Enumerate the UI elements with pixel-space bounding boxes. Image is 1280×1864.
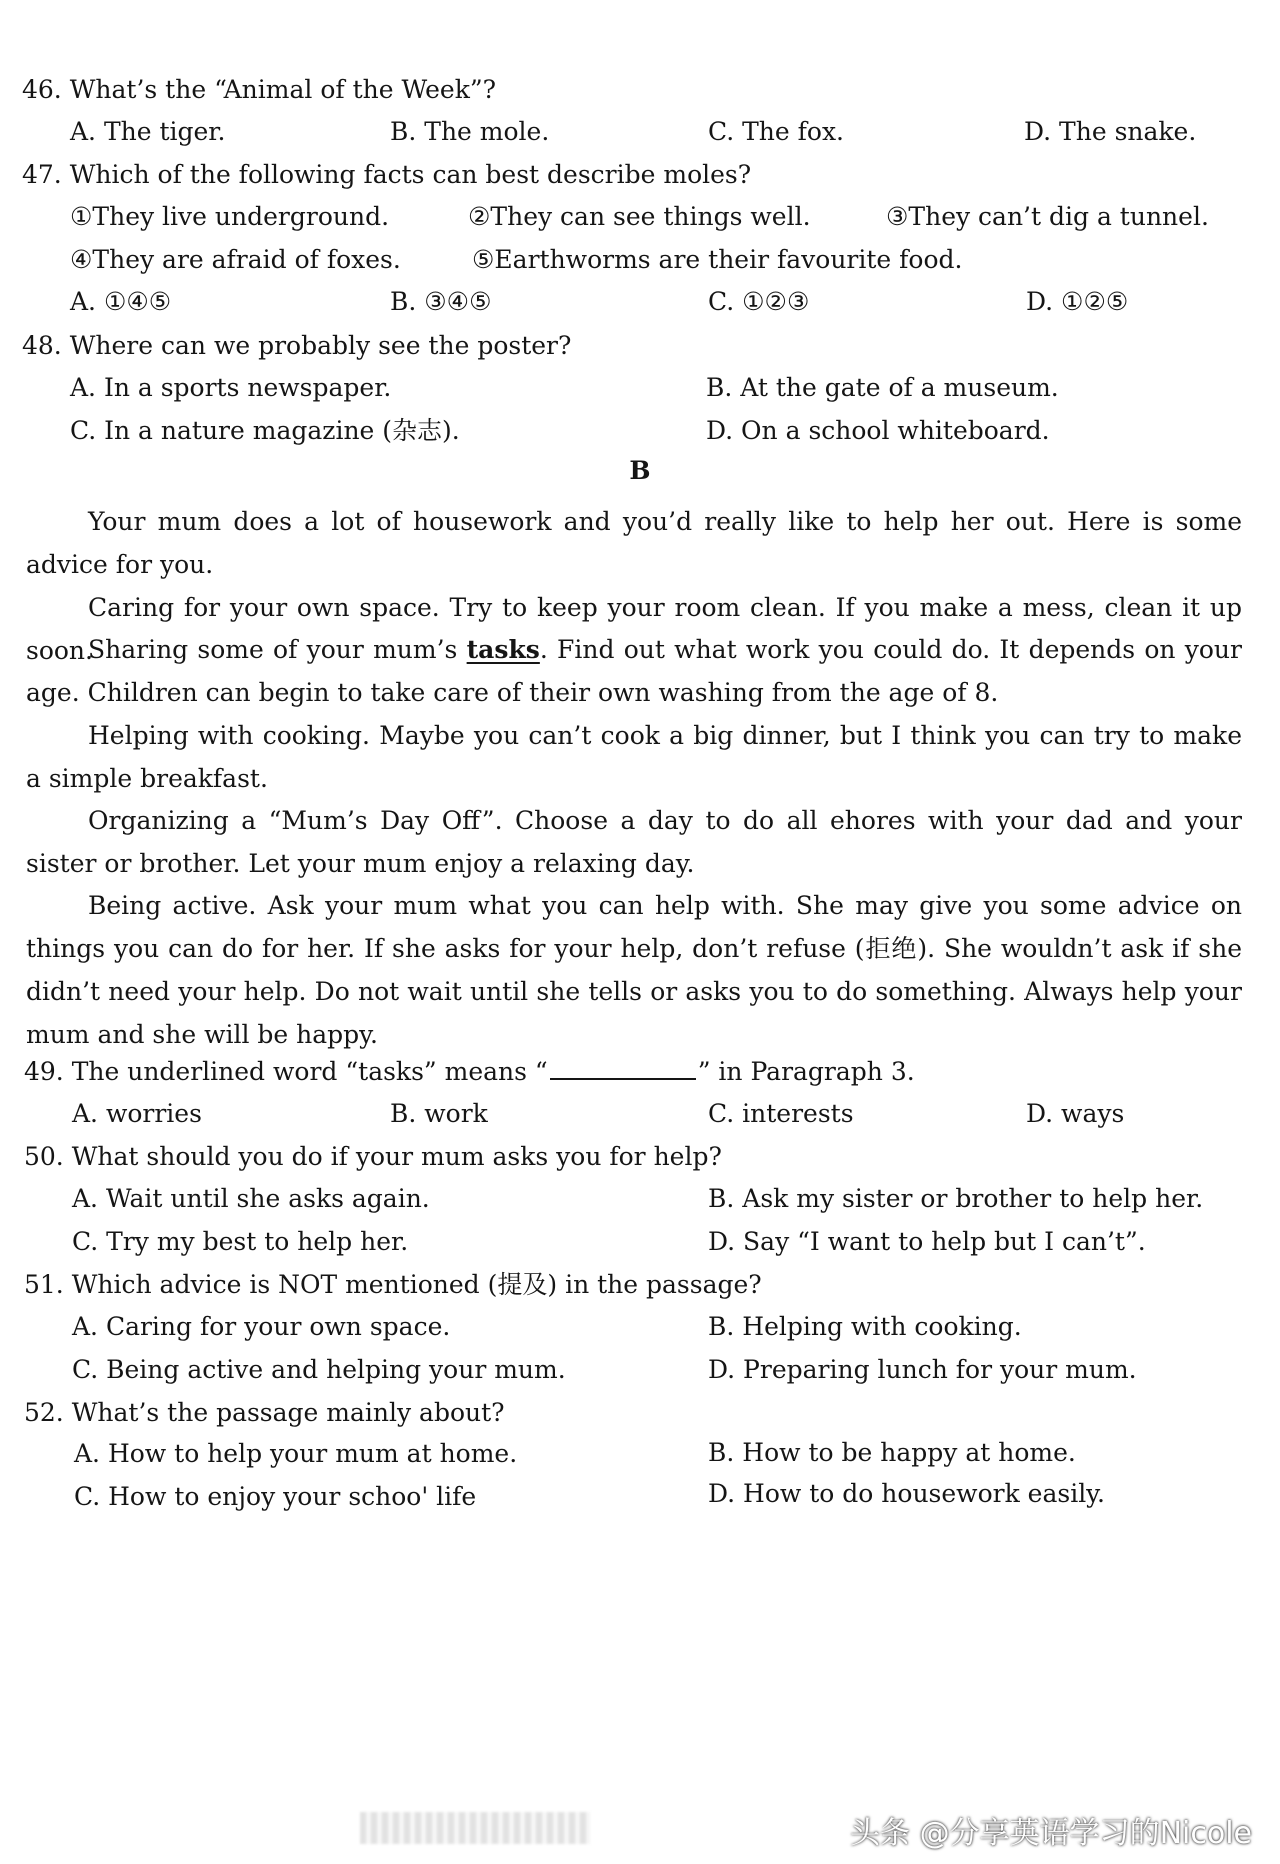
q52-option-a: A. How to help your mum at home. (74, 1439, 518, 1468)
p3-text-after: . Find out what work you could do. It depends on your age. Children can begin to take care of their own washing from the age of 8. (26, 635, 1242, 707)
q50-option-c: C. Try my best to help her. (72, 1227, 409, 1256)
underlined-word-tasks: tasks (466, 635, 540, 664)
q51-option-b: B. Helping with cooking. (708, 1312, 1022, 1341)
passage-paragraph-6: Being active. Ask your mum what you can help with. She may give you some advice on things you can do for her. If she asks for your help, don’t refuse (拒绝). She wouldn’t ask if she didn’t need your help. Do not wait until she tells or asks you to do something. Always help your mum and she will be happy. (26, 891, 1242, 1049)
q48-option-c: C. In a nature magazine (杂志). (70, 416, 460, 445)
q51-option-a: A. Caring for your own space. (72, 1312, 451, 1341)
watermark-text: 头条 @分享英语学习的Nicole (850, 1816, 1252, 1851)
passage-paragraph-3 (26, 628, 1242, 714)
q48-option-b: B. At the gate of a museum. (706, 373, 1059, 402)
q46-option-a: A. The tiger. (70, 117, 226, 146)
q47-stem: 47. Which of the following facts can best describe moles? (22, 160, 752, 189)
q47-fact-4: ④They are afraid of foxes. (70, 245, 401, 274)
q46-stem: 46. What’s the “Animal of the Week”? (22, 75, 497, 104)
q52-stem: 52. What’s the passage mainly about? (24, 1398, 505, 1427)
q46-option-c: C. The fox. (708, 117, 844, 146)
q51-option-d: D. Preparing lunch for your mum. (708, 1355, 1137, 1384)
q47-option-c: C. ①②③ (708, 287, 810, 316)
q50-stem: 50. What should you do if your mum asks you for help? (24, 1142, 722, 1171)
q49-option-a: A. worries (72, 1099, 202, 1128)
q48-stem: 48. Where can we probably see the poster? (22, 331, 572, 360)
q49-option-d: D. ways (1026, 1099, 1125, 1128)
q49-stem (24, 1055, 915, 1089)
passage-paragraph-4: Helping with cooking. Maybe you can’t cook a big dinner, but I think you can try to make a simple breakfast. (26, 721, 1242, 793)
q52-option-d: D. How to do housework easily. (708, 1479, 1105, 1508)
q51-stem: 51. Which advice is NOT mentioned (提及) in the passage? (24, 1270, 762, 1299)
q49-option-b: B. work (390, 1099, 488, 1128)
q47-option-a: A. ①④⑤ (70, 287, 172, 316)
q48-option-a: A. In a sports newspaper. (70, 373, 392, 402)
q49-stem-before: 49. The underlined word “tasks” means “ (24, 1057, 548, 1086)
q48-option-d: D. On a school whiteboard. (706, 416, 1050, 445)
q51-option-c: C. Being active and helping your mum. (72, 1355, 566, 1384)
q47-option-b: B. ③④⑤ (390, 287, 492, 316)
q47-fact-2: ②They can see things well. (468, 202, 811, 231)
q47-fact-1: ①They live underground. (70, 202, 390, 231)
q47-option-d: D. ①②⑤ (1026, 287, 1129, 316)
watermark (850, 1808, 1252, 1852)
q46-option-b: B. The mole. (390, 117, 550, 146)
passage-paragraph-1: Your mum does a lot of housework and you’d really like to help her out. Here is some advice for you. (26, 507, 1242, 579)
q50-option-a: A. Wait until she asks again. (72, 1184, 430, 1213)
q47-fact-5: ⑤Earthworms are their favourite food. (472, 245, 963, 274)
q47-fact-3: ③They can’t dig a tunnel. (886, 202, 1209, 231)
q50-option-b: B. Ask my sister or brother to help her. (708, 1184, 1204, 1213)
q46-option-d: D. The snake. (1024, 117, 1197, 146)
passage-paragraph-2: Caring for your own space. Try to keep your room clean. If you make a mess, clean it up soon. (26, 593, 1242, 665)
q52-option-c: C. How to enjoy your schoo' life (74, 1482, 477, 1511)
p3-text-before: Sharing some of your mum’s (88, 635, 467, 664)
section-b-title: B (629, 456, 651, 485)
answer-blank (550, 1056, 696, 1080)
scan-smudge (360, 1812, 590, 1844)
q49-option-c: C. interests (708, 1099, 854, 1128)
q49-stem-after: ” in Paragraph 3. (697, 1057, 915, 1086)
q52-option-b: B. How to be happy at home. (708, 1438, 1076, 1467)
passage-paragraph-5: Organizing a “Mum’s Day Off”. Choose a day to do all ehores with your dad and your sister or brother. Let your mum enjoy a relaxing day. (26, 806, 1242, 878)
q50-option-d: D. Say “I want to help but I can’t”. (708, 1227, 1146, 1256)
